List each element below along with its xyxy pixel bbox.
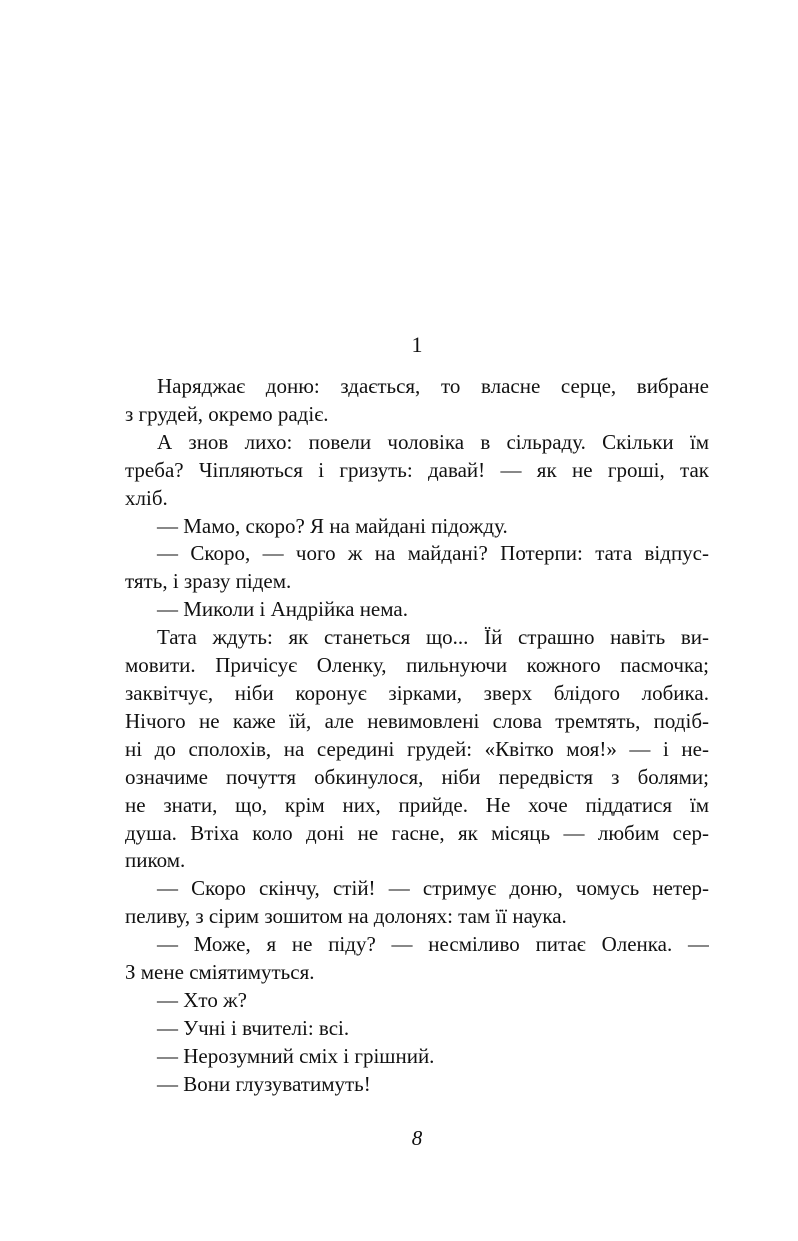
text-line: Тата ждуть: як станеться що... Їй страшно навіть ви- [157,625,709,650]
text-line: не знати, що, крім них, прийде. Не хоче піддатися їм [125,792,709,817]
chapter-number: 1 [411,332,423,357]
text-line: Наряджає доню: здається, то власне серце, вибране [157,374,709,398]
text-line: з грудей, окремо радіє. [125,401,329,426]
text-line: хліб. [125,485,168,510]
text-line: Нічого не каже їй, але невимовлені слова тремтять, подіб- [125,708,709,733]
text-line: — Може, я не піду? — несміливо питає Оленка. — [157,932,709,957]
text-line: — Хто ж? [157,987,247,1012]
text-line: — Миколи і Андрійка нема. [157,597,408,622]
text-line: треба? Чіпляються і гризуть: давай! — як не гроші, так [125,457,709,482]
text-line: З мене сміятимуться. [125,960,315,985]
text-line: пиком. [125,848,186,873]
text-line: — Учні і вчителі: всі. [157,1015,350,1040]
text-line: пеливу, з сірим зошитом на долонях: там її наука. [125,904,567,929]
text-line: ні до сполохів, на середині грудей: «Квітко моя!» — і не- [125,736,709,761]
text-line: тять, і зразу підем. [125,569,292,594]
body-text [125,373,709,1099]
text-line: — Скоро скінчу, стій! — стримує доню, чомусь нетер- [157,876,709,901]
text-line: мовити. Причісує Оленку, пильнуючи кожного пасмочка; [125,653,709,678]
page-number: 8 [411,1126,423,1150]
text-line: означиме почуття обкинулося, ніби передвістя з болями; [125,764,709,789]
text-line: заквітчує, ніби коронує зірками, зверх блідого лобика. [125,680,709,705]
text-line: — Вони глузуватимуть! [157,1071,371,1096]
text-line: душа. Втіха коло доні не гасне, як місяць — любим сер- [125,820,709,845]
text-line: А знов лихо: повели чоловіка в сільраду. Скільки їм [157,429,709,454]
text-line: — Нерозумний сміх і грішний. [157,1043,435,1068]
text-line: — Скоро, — чого ж на майдані? Потерпи: тата відпус- [157,541,709,566]
text-line: — Мамо, скоро? Я на майдані підожду. [157,513,508,538]
